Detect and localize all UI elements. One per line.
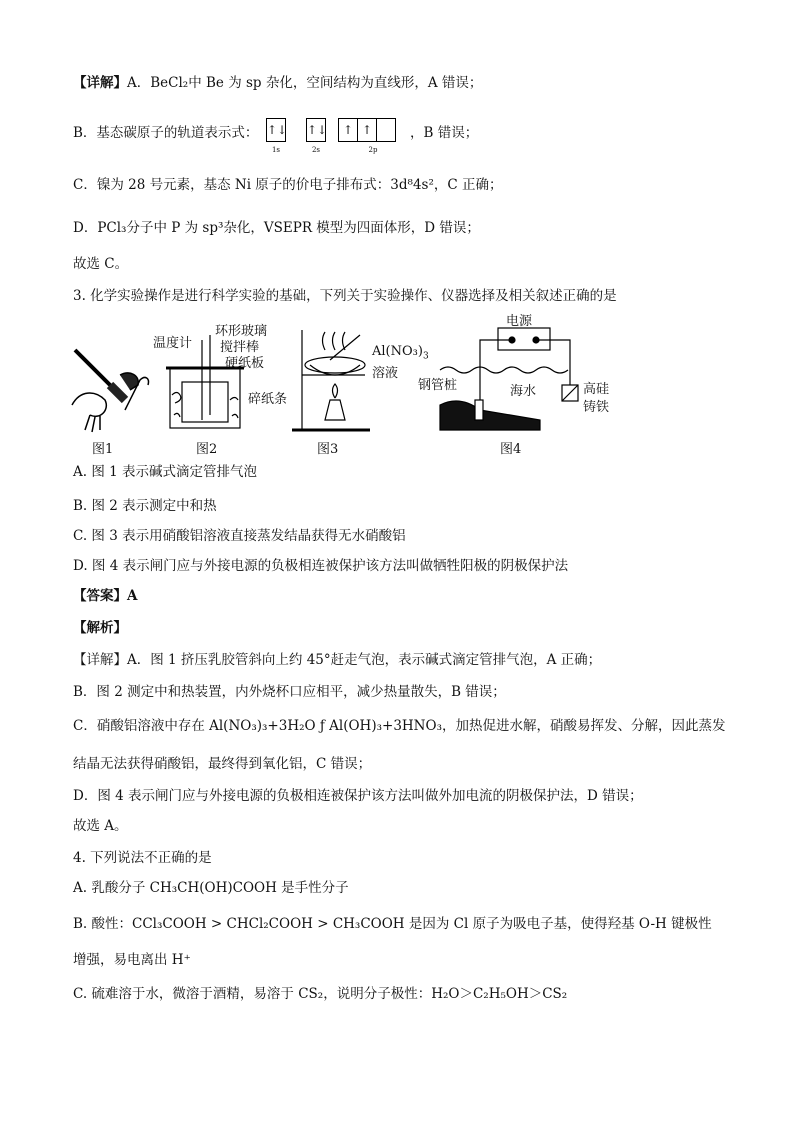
label-high-si-2: 铸铁 xyxy=(583,400,610,415)
q3-detail-d: D．图 4 表示闸门应与外接电源的负极相连被保护该方法叫做外加电流的阴极保护法，D 错误； xyxy=(73,788,643,804)
fig1-caption: 图1 xyxy=(92,442,114,457)
q2-choose: 故选 C。 xyxy=(73,256,129,272)
q3-stem: 3. 化学实验操作是进行科学实验的基础，下列关于实验操作、仪器选择及相关叙述正确的是 xyxy=(73,288,617,304)
label-aln-text: Al(NO₃) xyxy=(372,344,423,359)
orbital-1s: ↑↓ 1s xyxy=(266,118,286,142)
detail-a-text: A．BeCl₂中 Be 为 sp 杂化，空间结构为直线形，A 错误； xyxy=(127,75,483,91)
orbital-diagram xyxy=(266,118,411,158)
q2-detail-b xyxy=(73,123,258,143)
q4-option-b1: B. 酸性：CCl₃COOH > CHCl₂COOH > CH₃COOH 是因为 Cl 原子为吸电子基，使得羟基 O-H 键极性 xyxy=(73,916,712,932)
q3-detail-a: 【详解】A．图 1 挤压乳胶管斜向上约 45°赶走气泡，表示碱式滴定管排气泡，A 正确； xyxy=(73,652,602,668)
fig3-caption: 图3 xyxy=(317,442,339,457)
q3-detail-c2: 结晶无法获得硝酸铝，最终得到氧化铝，C 错误； xyxy=(73,756,372,772)
q3-answer: 【答案】A xyxy=(73,588,138,604)
q3-option-b: B. 图 2 表示测定中和热 xyxy=(73,498,217,514)
q3-figures xyxy=(70,314,740,460)
label-power: 电源 xyxy=(506,314,533,329)
fig2-caption: 图2 xyxy=(196,442,218,457)
q4-option-c: C. 硫难溶于水，微溶于酒精，易溶于 CS₂，说明分子极性：H₂O＞C₂H₅OH＞CS₂ xyxy=(73,986,568,1002)
orbital-2p-label: 2p xyxy=(368,146,378,154)
q4-option-a: A. 乳酸分子 CH₃CH(OH)COOH 是手性分子 xyxy=(73,880,349,896)
label-paper: 碎纸条 xyxy=(248,392,288,407)
label-aln-sub: 3 xyxy=(422,351,429,362)
orbital-2s: ↑↓ 2s xyxy=(306,118,326,142)
q3-option-c: C. 图 3 表示用硝酸铝溶液直接蒸发结晶获得无水硝酸铝 xyxy=(73,528,406,544)
label-steel-pile: 钢管桩 xyxy=(418,378,458,393)
fig4-drawing xyxy=(440,328,578,430)
q4-option-b2: 增强，易电离出 H⁺ xyxy=(73,952,191,968)
q2-detail-a xyxy=(73,73,482,93)
q3-choose: 故选 A。 xyxy=(73,818,128,834)
detail-tag: 【详解】 xyxy=(73,75,127,91)
detail-b-pre: B．基态碳原子的轨道表示式： xyxy=(73,125,259,141)
label-thermometer: 温度计 xyxy=(153,336,193,351)
label-aln xyxy=(372,344,429,362)
q3-option-a: A. 图 1 表示碱式滴定管排气泡 xyxy=(73,464,258,480)
orbital-2s-label: 2s xyxy=(311,146,321,154)
label-cardboard: 硬纸板 xyxy=(225,356,265,371)
q2-detail-c: C．镍为 28 号元素，基态 Ni 原子的价电子排布式：3d⁸4s²，C 正确； xyxy=(73,177,503,193)
fig1-drawing xyxy=(72,350,148,432)
orbital-1s-label: 1s xyxy=(271,146,281,154)
q3-detail-b: B．图 2 测定中和热装置，内外烧杯口应相平，减少热量散失，B 错误； xyxy=(73,684,506,700)
fig4-caption: 图4 xyxy=(500,442,522,457)
q4-stem: 4. 下列说法不正确的是 xyxy=(73,850,212,866)
q2-detail-d: D．PCl₃分子中 P 为 sp³杂化，VSEPR 模型为四面体形，D 错误； xyxy=(73,220,480,236)
label-solution: 溶液 xyxy=(372,366,399,381)
label-stir-rod: 搅拌棒 xyxy=(220,340,260,355)
q2-detail-b-post: ，B 错误； xyxy=(410,125,479,141)
orbital-2p: ↑ ↑ 2p xyxy=(338,118,408,142)
q3-detail-c1: C．硝酸铝溶液中存在 Al(NO₃)₃+3H₂O ƒ Al(OH)₃+3HNO₃，加热促进水解，硝酸易挥发、分解，因此蒸发 xyxy=(73,718,726,734)
q3-analysis: 【解析】 xyxy=(73,620,127,636)
fig3-drawing xyxy=(292,330,370,430)
label-seawater: 海水 xyxy=(510,384,537,399)
label-ring-glass: 环形玻璃 xyxy=(215,324,268,339)
q3-option-d: D. 图 4 表示闸门应与外接电源的负极相连被保护该方法叫做牺牲阳极的阴极保护法 xyxy=(73,558,569,574)
label-high-si-1: 高硅 xyxy=(583,382,610,397)
